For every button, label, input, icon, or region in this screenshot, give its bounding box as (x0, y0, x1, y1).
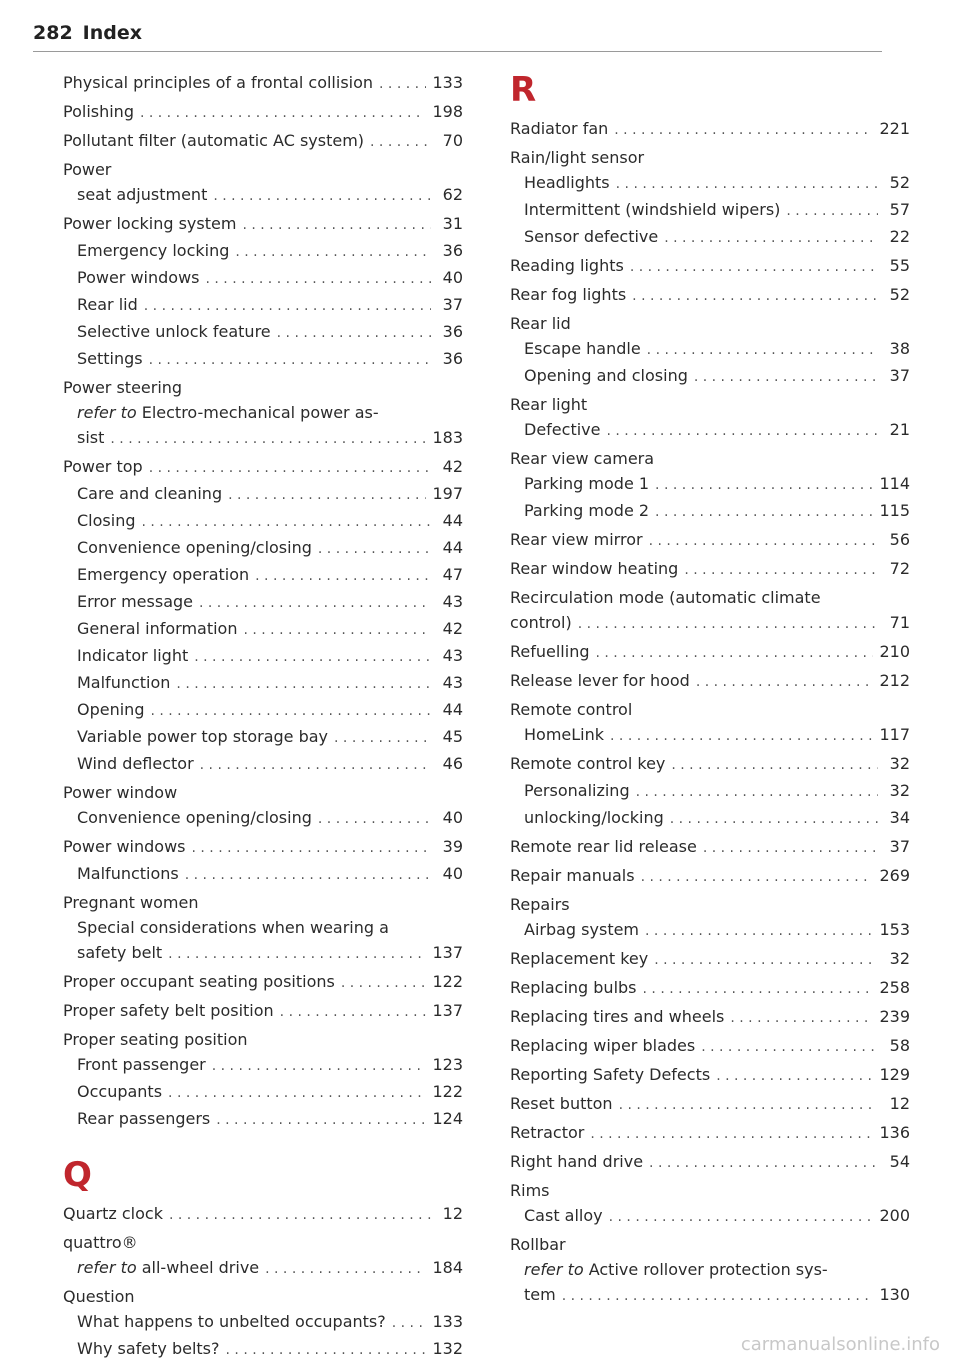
index-heading: Remote control (510, 700, 633, 719)
index-subentry: Headlights . . . 52 (510, 170, 910, 197)
index-entry: Remote rear lid release . . . 37 (510, 834, 910, 861)
index-entry: Rear window heating . . . 72 (510, 556, 910, 583)
index-subentry: Intermittent (windshield wipers) . . . 57 (510, 197, 910, 224)
index-entry: Radiator fan . . . 221 (510, 116, 910, 143)
index-subentry: safety belt . . . 137 (63, 940, 463, 967)
index-entry: Replacing wiper blades . . . 58 (510, 1033, 910, 1060)
watermark: carmanualsonline.info (740, 1334, 940, 1355)
index-heading: Proper seating position (63, 1030, 248, 1049)
index-subentry: Emergency locking . . . 36 (63, 238, 463, 265)
index-entry: Replacing tires and wheels . . . 239 (510, 1004, 910, 1031)
index-subentry: Selective unlock feature . . . 36 (63, 319, 463, 346)
index-subentry: Closing . . . 44 (63, 508, 463, 535)
index-entry: Repair manuals . . . 269 (510, 863, 910, 890)
index-heading: Question (63, 1287, 135, 1306)
index-subentry: Rear passengers . . . 124 (63, 1106, 463, 1133)
index-heading: Rear light (510, 395, 588, 414)
index-subentry: Occupants . . . 122 (63, 1079, 463, 1106)
index-subentry: Rear lid . . . 37 (63, 292, 463, 319)
index-subentry: Defective . . . 21 (510, 417, 910, 444)
index-subentry: Indicator light . . . 43 (63, 643, 463, 670)
index-crossref: refer to Active rollover protection sys- (524, 1260, 828, 1279)
index-subentry: Opening and closing . . . 37 (510, 363, 910, 390)
section-title: Index (82, 22, 143, 44)
index-subentry: sist . . . 183 (63, 425, 463, 452)
index-entry: Rear fog lights . . . 52 (510, 282, 910, 309)
index-entry: Proper occupant seating positions . . . 122 (63, 969, 463, 996)
index-subentry: Front passenger . . . 123 (63, 1052, 463, 1079)
page-header (33, 22, 142, 44)
index-heading: quattro® (63, 1233, 138, 1252)
index-subentry: Opening . . . 44 (63, 697, 463, 724)
right-column (510, 70, 910, 1309)
index-subentry: Emergency operation . . . 47 (63, 562, 463, 589)
index-crossref: refer to Electro-mechanical power as- (77, 403, 379, 422)
index-entry: Polishing . . . 198 (63, 99, 463, 126)
index-entry: Pollutant filter (automatic AC system) . . . 70 (63, 128, 463, 155)
index-heading: Rims (510, 1181, 550, 1200)
index-entry: Proper safety belt position . . . 137 (63, 998, 463, 1025)
index-subentry: tem . . . 130 (510, 1282, 910, 1309)
index-subentry: Parking mode 1 . . . 114 (510, 471, 910, 498)
index-entry: control) . . . 71 (510, 610, 910, 637)
index-subentry: Sensor defective . . . 22 (510, 224, 910, 251)
index-heading: Pregnant women (63, 893, 199, 912)
index-entry: Physical principles of a frontal collision . . . 133 (63, 70, 463, 97)
index-heading: Power (63, 160, 112, 179)
index-heading: Repairs (510, 895, 570, 914)
index-subentry: Airbag system . . . 153 (510, 917, 910, 944)
index-entry: Remote control key . . . 32 (510, 751, 910, 778)
index-subentry: HomeLink . . . 117 (510, 722, 910, 749)
index-subentry: Parking mode 2 . . . 115 (510, 498, 910, 525)
index-entry: Rear view mirror . . . 56 (510, 527, 910, 554)
index-entry: Reading lights . . . 55 (510, 253, 910, 280)
index-subentry: Care and cleaning . . . 197 (63, 481, 463, 508)
index-subentry: General information . . . 42 (63, 616, 463, 643)
index-subentry: Power windows . . . 40 (63, 265, 463, 292)
index-subentry: Convenience opening/closing . . . 44 (63, 535, 463, 562)
index-entry: Replacement key . . . 32 (510, 946, 910, 973)
index-subentry: Convenience opening/closing . . . 40 (63, 805, 463, 832)
index-heading: Rear view camera (510, 449, 655, 468)
index-entry: Release lever for hood . . . 212 (510, 668, 910, 695)
index-subentry: Malfunctions . . . 40 (63, 861, 463, 888)
index-subentry: Settings . . . 36 (63, 346, 463, 373)
index-entry: Reporting Safety Defects . . . 129 (510, 1062, 910, 1089)
index-subentry: Wind deflector . . . 46 (63, 751, 463, 778)
index-heading: Power window (63, 783, 178, 802)
index-subentry: unlocking/locking . . . 34 (510, 805, 910, 832)
index-subentry: Personalizing . . . 32 (510, 778, 910, 805)
index-crossref: refer to all-wheel drive . . . 184 (63, 1255, 463, 1282)
index-entry: Power locking system . . . 31 (63, 211, 463, 238)
index-entry: Reset button . . . 12 (510, 1091, 910, 1118)
index-entry: Replacing bulbs . . . 258 (510, 975, 910, 1002)
index-heading: Rear lid (510, 314, 571, 333)
section-letter-q: Q (63, 1155, 92, 1195)
index-heading: Power steering (63, 378, 183, 397)
index-subentry: Error message . . . 43 (63, 589, 463, 616)
section-letter-r: R (510, 70, 537, 110)
index-subentry: What happens to unbelted occupants? . . . 133 (63, 1309, 463, 1336)
index-subentry-text: Special considerations when wearing a (77, 918, 389, 937)
index-heading: Rain/light sensor (510, 148, 645, 167)
index-entry: Power top . . . 42 (63, 454, 463, 481)
page-number: 282 (33, 22, 73, 44)
index-subentry: Variable power top storage bay . . . 45 (63, 724, 463, 751)
index-entry: Refuelling . . . 210 (510, 639, 910, 666)
index-entry: Power windows . . . 39 (63, 834, 463, 861)
index-entry: Quartz clock . . . 12 (63, 1201, 463, 1228)
index-heading: Rollbar (510, 1235, 566, 1254)
index-subentry: Escape handle . . . 38 (510, 336, 910, 363)
index-entry: Retractor . . . 136 (510, 1120, 910, 1147)
index-subentry: Malfunction . . . 43 (63, 670, 463, 697)
index-subentry: Cast alloy . . . 200 (510, 1203, 910, 1230)
index-heading: Recirculation mode (automatic climate (510, 588, 821, 607)
index-entry: Right hand drive . . . 54 (510, 1149, 910, 1176)
header-rule (33, 51, 882, 52)
index-subentry: Why safety belts? . . . 132 (63, 1336, 463, 1363)
left-column (63, 70, 463, 1363)
index-subentry: seat adjustment . . . 62 (63, 182, 463, 209)
